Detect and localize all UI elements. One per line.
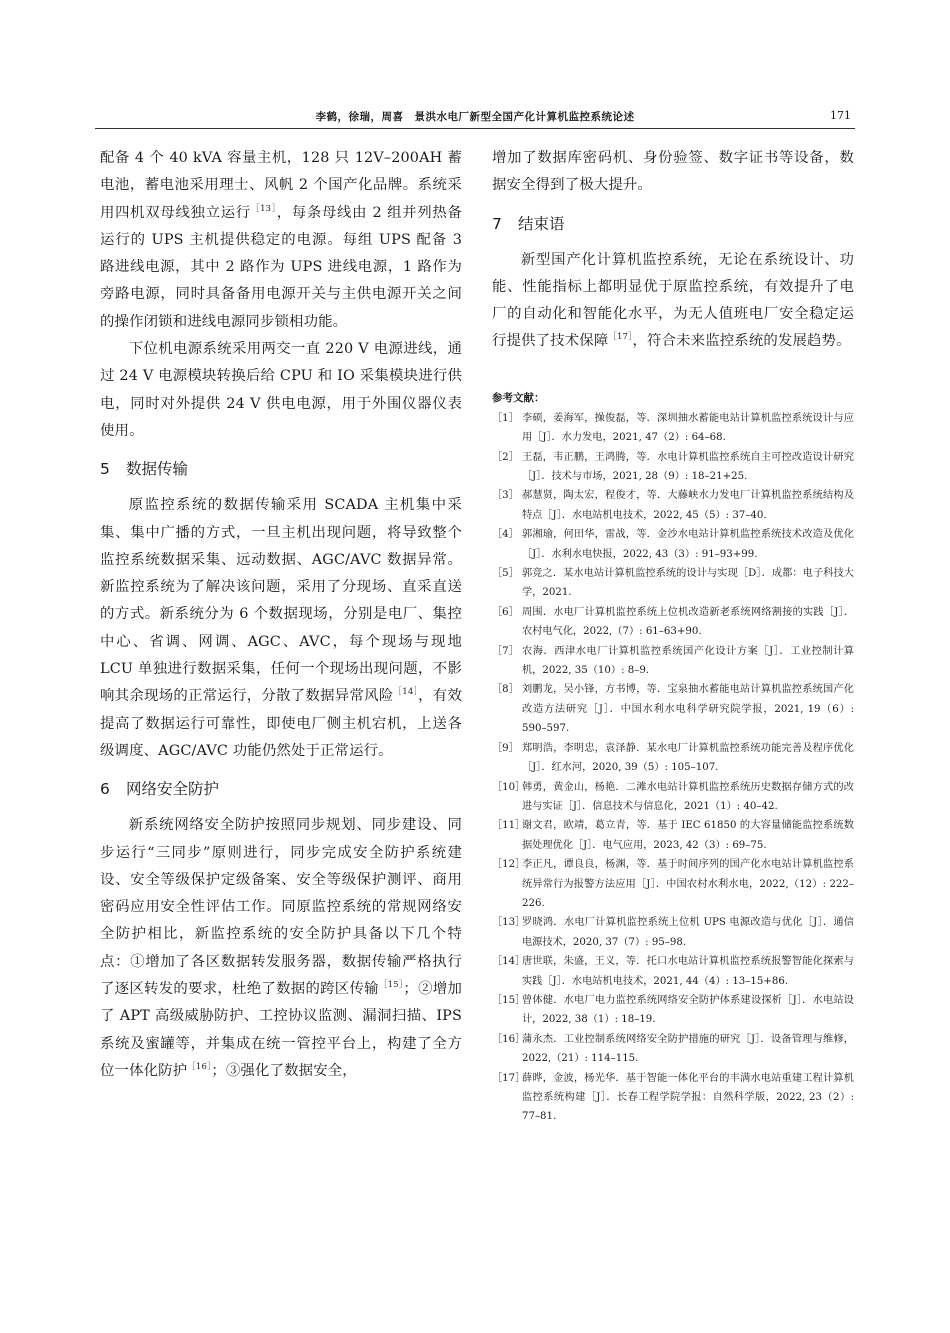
reference-item — [492, 855, 854, 913]
right-column — [492, 145, 854, 1127]
reference-text: 郑明浩，李明忠，袁泽静．某水电厂计算机监控系统功能完善及程序优化［J］．红水河，2020, 39（5）: 105–107. — [522, 742, 854, 774]
reference-item — [492, 816, 854, 855]
reference-number: ［12］ — [492, 859, 526, 871]
references-list — [492, 409, 854, 1127]
section-heading-7: 7 结束语 — [492, 214, 565, 233]
reference-text: 王磊，韦正鹏，王鸿腾，等．水电计算机监控系统自主可控改造设计研究［J］．技术与市场，2021, 28（9）: 18–21+25. — [522, 451, 854, 482]
reference-item — [492, 1069, 854, 1127]
reference-number: ［10］ — [492, 781, 526, 793]
reference-number: ［2］ — [492, 451, 519, 463]
reference-item — [492, 525, 854, 564]
reference-number: ［14］ — [492, 956, 526, 968]
reference-text: 郝慧贤，陶太宏，程俊才，等．大藤峡水力发电厂计算机监控系统结构及特点［J］．水电站机电技术，2022, 45（5）: 37–40. — [522, 490, 854, 521]
reference-text: 韩勇，黄金山，杨艳．二滩水电站计算机监控系统历史数据存储方式的改进与实证［J］．信息技术与信息化，2021（1）: 40–42. — [522, 781, 854, 812]
section-heading-6: 6 网络安全防护 — [100, 780, 220, 799]
citation-14[interactable]: ［14］ — [393, 687, 419, 698]
reference-item — [492, 564, 854, 603]
reference-text: 农海．西津水电厂计算机监控系统国产化设计方案［J］．工业控制计算机，2022, 35（10）: 8–9. — [522, 645, 854, 677]
reference-number: ［7］ — [492, 645, 519, 657]
paragraph-lower-power: 下位机电源系统采用两交一直 220 V 电源进线，通过 24 V 电源模块转换后给 CPU 和 IO 采集模块进行供电，同时对外提供 24 V 供电电源，用于外围仪器仪表使用。 — [100, 341, 462, 439]
reference-item — [492, 952, 854, 991]
reference-text: 唐世联，朱盛，王义，等．托口水电站计算机监控系统报警智能化探索与实践［J］．水电站机电技术，2021, 44（4）: 13–15+86. — [522, 956, 854, 987]
reference-item — [492, 913, 854, 952]
citation-16[interactable]: ［16］ — [187, 1062, 212, 1073]
reference-number: ［13］ — [492, 917, 526, 929]
reference-text: 薛晔，金波，杨光华．基于智能一体化平台的丰满水电站重建工程计算机监控系统构建［J］．长春工程学院学报：自然科学版，2022, 23（2）: 77–81. — [522, 1072, 854, 1123]
reference-item — [492, 778, 854, 817]
reference-item — [492, 642, 854, 681]
paragraph-network-security: 新系统网络安全防护按照同步规划、同步建设、同步运行“三同步”原则进行，同步完成安全防护系统建设、安全等级保护定级备案、安全等级保护测评、商用密码应用安全性评估工作。同原监控系统的常规网络安全防护相比，新监控系统的安全防护具备以下几个特点：①增加了各区数据转发服务器，数据传输严格执行了逐区转发的要求，杜绝了数据的跨区传输$^{[15]}$；②增加了 APT 高级威胁防护、工控协议监测、漏洞扫描、IPS 系统及蜜罐等，并集成在统一管控平台上，构建了全方位一体化防护$^{[16]}$；③强化了数据安全， — [100, 817, 462, 1079]
reference-item — [492, 739, 854, 778]
reference-text: 李正凡，谭良良，杨渊，等．基于时间序列的国产化水电站计算机监控系统异常行为报警方法应用［J］．中国农村水利水电，2022,（12）: 222–226. — [522, 859, 854, 909]
left-column — [100, 145, 462, 1085]
reference-number: ［5］ — [492, 568, 519, 580]
citation-13[interactable]: ［13］ — [250, 203, 277, 214]
header-title: 李鹤，徐瑞，周喜 景洪水电厂新型全国产化计算机监控系统论述 — [315, 111, 635, 123]
reference-item — [492, 603, 854, 642]
paragraph-security-continued: 增加了数据库密码机、身份验签、数字证书等设备，数据安全得到了极大提升。 — [492, 150, 854, 194]
running-header — [95, 106, 855, 129]
reference-item — [492, 486, 854, 525]
reference-text: 曾体健．水电厂电力监控系统网络安全防护体系建设探析［J］．水电站设计，2022, 38（1）: 18–19. — [522, 994, 854, 1026]
reference-number: ［4］ — [492, 529, 519, 541]
reference-text: 蒲永杰．工业控制系统网络安全防护措施的研究［J］．设备管理与维修，2022,（21）: 114–115. — [522, 1033, 854, 1065]
section-heading-5: 5 数据传输 — [100, 460, 189, 479]
reference-item — [492, 991, 854, 1030]
page-number: 171 — [830, 109, 851, 122]
paragraph-conclusion: 新型国产化计算机监控系统，无论在系统设计、功能、性能指标上都明显优于原监控系统，有效提升了电厂的自动化和智能化水平，为无人值班电厂安全稳定运行提供了技术保障$^{[17]}$，符合未来监控系统的发展趋势。 — [492, 251, 854, 350]
reference-item — [492, 409, 854, 448]
reference-number: ［9］ — [492, 742, 519, 754]
reference-text: 周围．水电厂计算机监控系统上位机改造新老系统网络割接的实践［J］．农村电气化，2022,（7）: 61–63+90. — [522, 606, 854, 638]
reference-number: ［15］ — [492, 994, 526, 1006]
reference-item — [492, 680, 854, 738]
citation-17[interactable]: ［17］ — [608, 332, 633, 343]
reference-item — [492, 1030, 854, 1069]
reference-number: ［6］ — [492, 606, 519, 618]
reference-number: ［3］ — [492, 490, 519, 502]
reference-text: 郭湘瑜，何田华，雷战，等．金沙水电站计算机监控系统技术改造及优化［J］．水利水电快报，2022, 43（3）: 91–93+99. — [522, 529, 854, 560]
reference-text: 谢文君，欧靖，葛立青，等．基于 IEC 61850 的大容量储能监控系统数据处理优化［J］．电气应用，2023, 42（3）: 69–75. — [522, 820, 854, 851]
reference-item — [492, 448, 854, 487]
reference-text: 郭竞之．某水电站计算机监控系统的设计与实现［D］．成都：电子科技大学，2021. — [522, 568, 854, 599]
reference-number: ［17］ — [492, 1072, 526, 1084]
citation-15[interactable]: ［15］ — [378, 980, 404, 991]
reference-text: 刘鹏龙，吴小锋，方书博，等．宝泉抽水蓄能电站计算机监控系统国产化改造方法研究［J］．中国水利水电科学研究院学报，2021, 19（6）: 590–597. — [522, 684, 854, 735]
reference-number: ［11］ — [492, 820, 526, 832]
reference-number: ［16］ — [492, 1033, 526, 1045]
references-title: 参考文献： — [492, 391, 545, 404]
reference-text: 罗晓鸿．水电厂计算机监控系统上位机 UPS 电源改造与优化［J］．通信电源技术，2020, 37（7）: 95–98. — [522, 917, 854, 948]
paragraph-data-transfer: 原监控系统的数据传输采用 SCADA 主机集中采集、集中广播的方式，一旦主机出现问题，将导致整个监控系统数据采集、远动数据、AGC/AVC 数据异常。新监控系统为了解决该问题，采用了分现场、直采直送的方式。新系统分为 6 个数据现场，分别是电厂、集控中心、省调、网调、AGC、AVC，每个现场与现地 LCU 单独进行数据采集，任何一个现场出现问题，不影响其余现场的正常运行，分散了数据异常风险$^{[14]}$，有效提高了数据运行可靠性，即使电厂侧主机宕机，上送各级调度、AGC/AVC 功能仍然处于正常运行。 — [100, 497, 462, 759]
paragraph-ups: 配备 4 个 40 kVA 容量主机，128 只 12V–200AH 蓄电池，蓄电池采用理士、风帆 2 个国产化品牌。系统采用四机双母线独立运行$^{[13]}$，每条母线由 2 组并列热备运行的 UPS 主机提供稳定的电源。每组 UPS 配备 3 路进线电源，其中 2 路作为 UPS 进线电源，1 路作为旁路电源，同时具备备用电源开关与主供电源开关之间的操作闭锁和进线电源同步锁相功能。 — [100, 150, 462, 330]
reference-number: ［1］ — [492, 412, 519, 424]
reference-number: ［8］ — [492, 684, 519, 696]
reference-text: 李硕，姜海军，操俊磊，等．深圳抽水蓄能电站计算机监控系统设计与应用［J］．水力发电，2021, 47（2）: 64–68. — [522, 412, 854, 444]
